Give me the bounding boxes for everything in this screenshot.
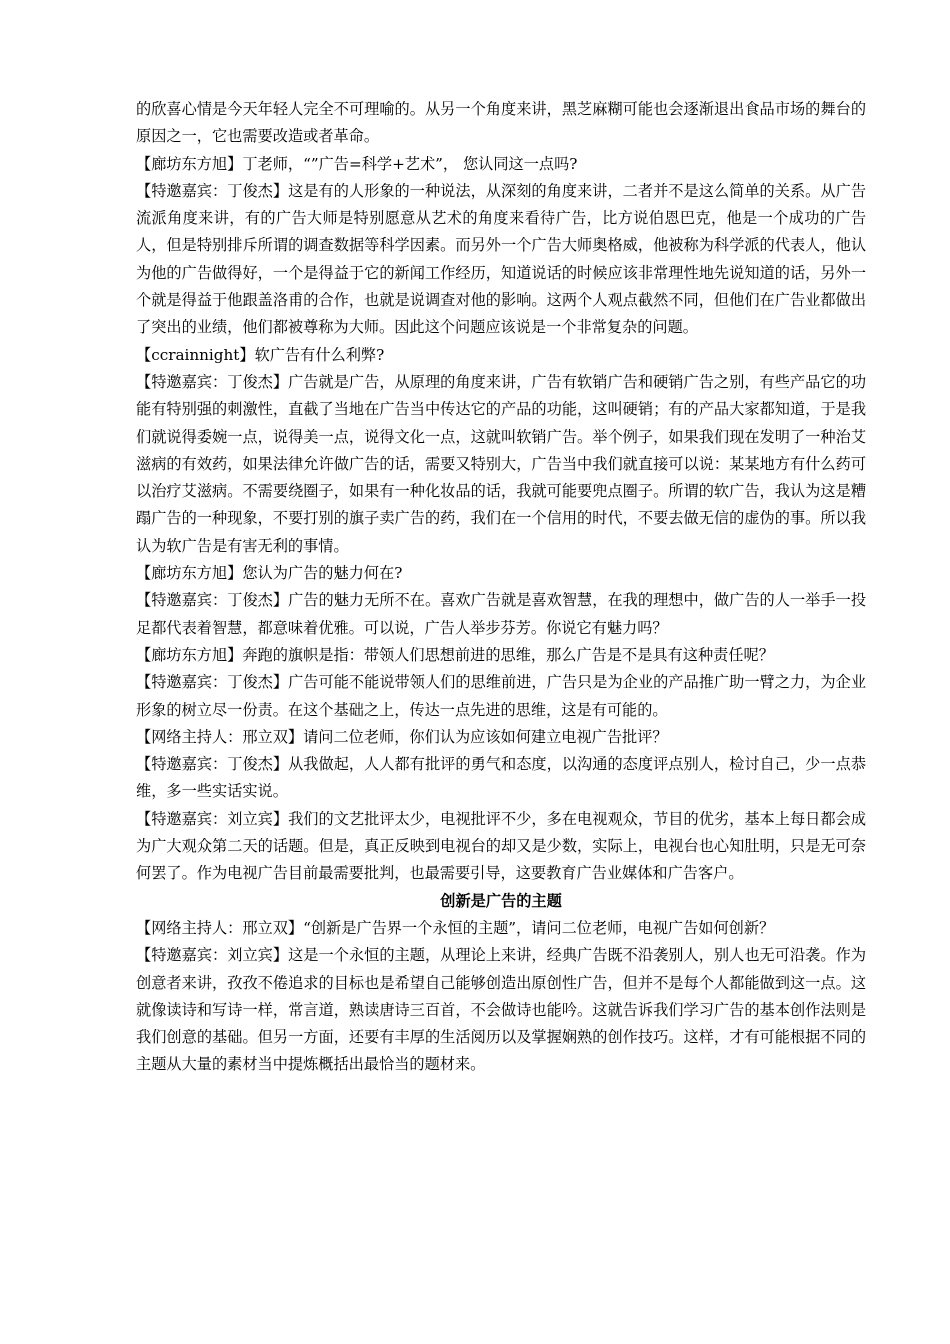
section-heading: 创新是广告的主题 — [440, 891, 562, 910]
answer-ding-2: 【特邀嘉宾：丁俊杰】广告就是广告，从原理的角度来讲，广告有软销广告和硬销广告之别，有些产品它的功能有特别强的刺激性，直截了当地在广告当中传达它的产品的功能，这叫硬销；有的产品大家都知道，于是我们就说得委婉一点，说得美一点，说得文化一点，这就叫软销广告。举个例子，如果我们现在发明了一种治艾滋病的有效药，如果法律允许做广告的话，需要又特别大，广告当中我们就直接可以说：某某地方有什么药可以治疗艾滋病。不需要绕圈子，如果有一种化妆品的话，我就可能要兜点圈子。所谓的软广告，我认为这是糟蹋广告的一种现象，不要打别的旗子卖广告的药，我们在一个信用的时代，不要去做无信的虚伪的事。所以我认为软广告是有害无利的事情。 — [136, 372, 866, 555]
answer-ding-1: 【特邀嘉宾：丁俊杰】这是有的人形象的一种说法，从深刻的角度来讲，二者并不是这么简单的关系。从广告流派角度来讲，有的广告大师是特别愿意从艺术的角度来看待广告，比方说伯恩巴克，他是一个成功的广告人，但是特别排斥所谓的调查数据等科学因素。而另外一个广告大师奥格威，他被称为科学派的代表人，他认为他的广告做得好，一个是得益于它的新闻工作经历，知道说话的时候应该非常理性地先说知道的话，另外一个就是得益于他跟盖洛甫的合作，也就是说调查对他的影响。这两个人观点截然不同，但他们在广告业都做出了突出的业绩，他们都被尊称为大师。因此这个问题应该说是一个非常复杂的问题。 — [136, 181, 866, 337]
answer-ding-3: 【特邀嘉宾：丁俊杰】广告的魅力无所不在。喜欢广告就是喜欢智慧，在我的理想中，做广告的人一举手一投足都代表着智慧，都意味着优雅。可以说，广告人举步芬芳。你说它有魅力吗？ — [136, 591, 866, 637]
answer-liu-2: 【特邀嘉宾：刘立宾】这是一个永恒的主题，从理论上来讲，经典广告既不沿袭别人，别人也无可沿袭。作为创意者来讲，孜孜不倦追求的目标也是希望自己能够创造出原创性广告，但并不是每个人都能做到这一点。这就像读诗和写诗一样，常言道，熟读唐诗三百首，不会做诗也能吟。这就告诉我们学习广告的基本创作法则是我们创意的基础。但另一方面，还要有丰厚的生活阅历以及掌握娴熟的创作技巧。这样，才有可能根据不同的主题从大量的素材当中提炼概括出最恰当的题材来。 — [136, 946, 866, 1074]
question-langfang-2: 【廊坊东方旭】您认为广告的魅力何在? — [136, 564, 403, 583]
answer-ding-4: 【特邀嘉宾：丁俊杰】广告可能不能说带领人们的思维前进，广告只是为企业的产品推广助一臂之力，为企业形象的树立尽一份责。在这个基础之上，传达一点先进的思维，这是有可能的。 — [136, 673, 866, 719]
question-langfang-1: 【廊坊东方旭】丁老师，“”广告=科学+艺术”， 您认同这一点吗? — [136, 154, 578, 173]
answer-ding-5: 【特邀嘉宾：丁俊杰】从我做起，人人都有批评的勇气和态度，以沟通的态度评点别人，检讨自己，少一点恭维，多一些实话实说。 — [136, 755, 866, 801]
answer-liu-1: 【特邀嘉宾：刘立宾】我们的文艺批评太少，电视批评不少，多在电视观众，节目的优劣，基本上每日都会成为广大观众第二天的话题。但是，真正反映到电视台的却又是少数，实际上，电视台也心知肚明，只是无可奈何罢了。作为电视广告目前最需要批判，也最需要引导，这要教育广告业媒体和广告客户。 — [136, 809, 866, 883]
paragraph-continuation: 的欣喜心情是今天年轻人完全不可理喻的。从另一个角度来讲，黑芝麻糊可能也会逐渐退出食品市场的舞台的原因之一，它也需要改造或者革命。 — [136, 100, 866, 146]
question-host-1: 【网络主持人：邢立双】请问二位老师，你们认为应该如何建立电视广告批评？ — [136, 727, 668, 746]
question-ccrainnight: 【ccrainnight】软广告有什么利弊? — [136, 345, 385, 364]
question-host-2: 【网络主持人：邢立双】“创新是广告界一个永恒的主题”，请问二位老师，电视广告如何创新？ — [136, 918, 775, 937]
document-page — [136, 96, 866, 1079]
question-langfang-3: 【廊坊东方旭】奔跑的旗帜是指：带领人们思想前进的思维，那么广告是不是具有这种责任呢？ — [136, 645, 774, 664]
